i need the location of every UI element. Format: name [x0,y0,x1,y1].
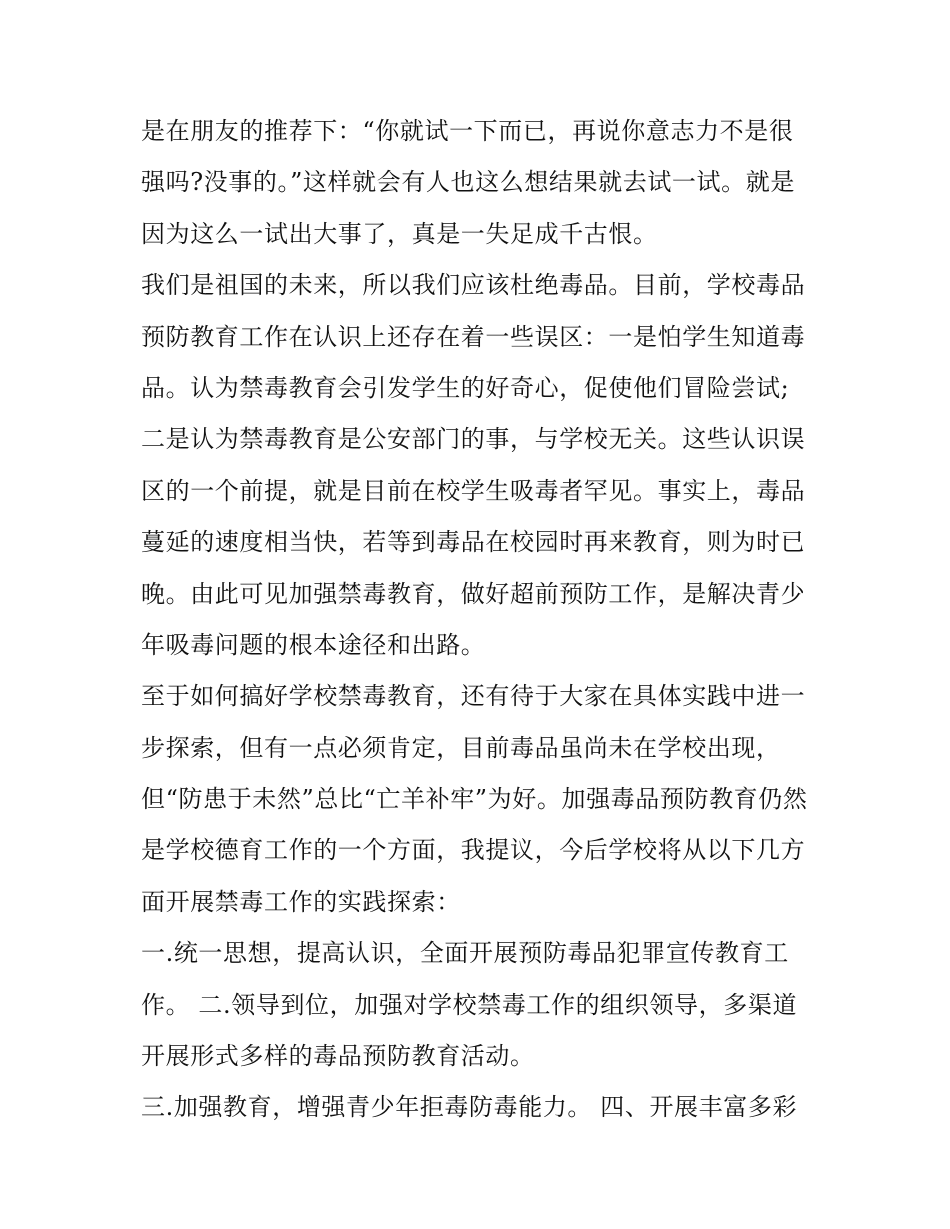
text-line: 是学校德育工作的一个方面，我提议，今后学校将从以下几方 [141,836,806,865]
text-line: 是在朋友的推荐下：“你就试一下而已，再说你意志力不是很 [141,117,794,145]
text-line: 开展形式多样的毒品预防教育活动。 [141,1042,535,1071]
text-line: 但“防患于未然”总比“亡羊补牢”为好。加强毒品预防教育仍然 [141,785,808,814]
text-line: 作。 二.领导到位，加强对学校禁毒工作的组织领导，多渠道 [141,990,798,1019]
text-line: 一.统一思想，提高认识，全面开展预防毒品犯罪宣传教育工 [141,939,789,968]
text-line: 面开展禁毒工作的实践探索： [141,887,461,916]
text-line: 预防教育工作在认识上还存在着一些误区：一是怕学生知道毒 [141,322,806,351]
text-line: 区的一个前提，就是目前在校学生吸毒者罕见。事实上，毒品 [141,476,806,505]
text-line: 至于如何搞好学校禁毒教育，还有待于大家在具体实践中进一 [141,682,806,711]
text-line: 强吗?没事的。”这样就会有人也这么想结果就去试一试。就是 [141,168,795,197]
text-line: 二是认为禁毒教育是公安部门的事，与学校无关。这些认识误 [141,425,806,454]
text-line: 我们是祖国的未来，所以我们应该杜绝毒品。目前，学校毒品 [141,271,806,300]
text-line: 蔓延的速度相当快，若等到毒品在校园时再来教育，则为时已 [141,528,806,557]
text-line: 年吸毒问题的根本途径和出路。 [141,630,486,659]
text-line: 因为这么一试出大事了，真是一失足成千古恨。 [141,219,658,248]
text-line: 晚。由此可见加强禁毒教育，做好超前预防工作，是解决青少 [141,579,806,608]
text-line: 品。认为禁毒教育会引发学生的好奇心，促使他们冒险尝试; [141,373,790,402]
text-line: 步探索，但有一点必须肯定，目前毒品虽尚未在学校出现， [141,733,781,762]
text-line: 三.加强教育，增强青少年拒毒防毒能力。 四、开展丰富多彩 [141,1093,798,1122]
body-text [141,106,821,1134]
